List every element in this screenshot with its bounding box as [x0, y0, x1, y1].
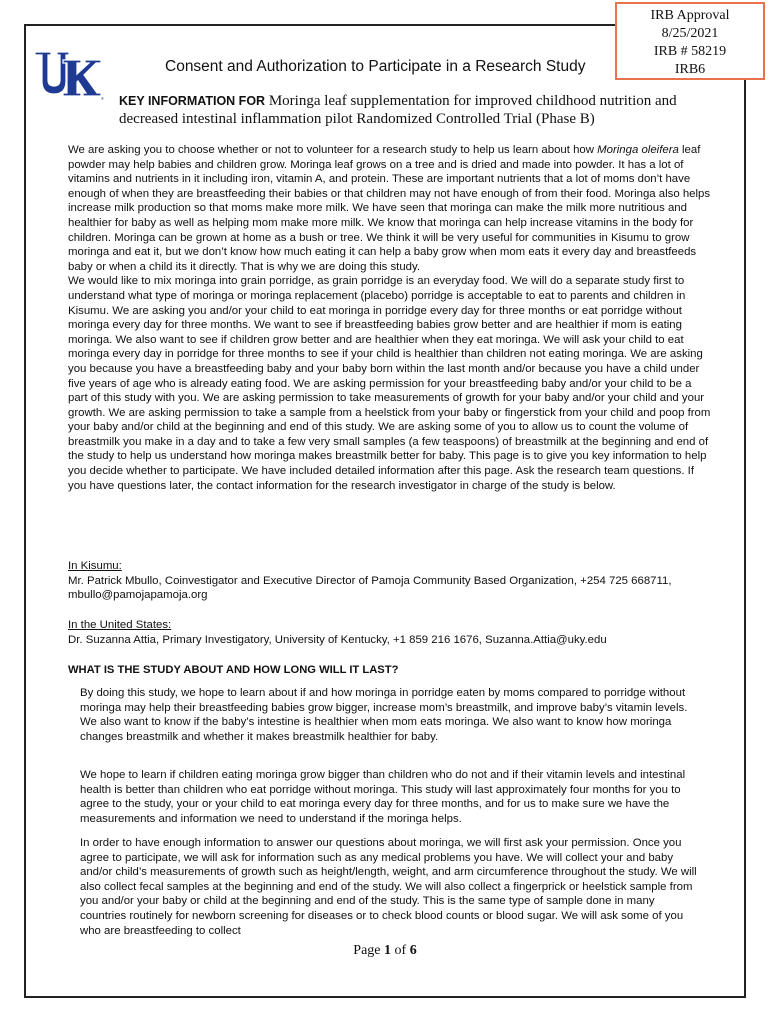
irb-line-3: IRB # 58219	[653, 44, 727, 59]
intro-paragraph	[68, 143, 713, 493]
us-contact-text: Dr. Suzanna Attia, Primary Investigatory, University of Kentucky, +1 859 216 1676, Suzanna.Attia@uky.edu	[68, 633, 607, 646]
key-info-lead: KEY INFORMATION FOR	[119, 94, 266, 108]
section-paragraph-1: By doing this study, we hope to learn about if and how moringa in porridge eaten by moms compared to porridge without moringa may help their breastfeeding babies grow bigger, increase mom’s breastmilk, and improve baby’s vitamin levels. We also want to know if the baby’s intestine is healthier when mom eats moringa. We also want to know how moringa changes breastmilk and whether it makes breastmilk healthier for baby.	[80, 687, 688, 743]
irb-line-2: 8/25/2021	[661, 26, 719, 41]
study-title: Moringa leaf supplementation for improved childhood nutrition and decreased intestinal inflammation pilot Randomized Controlled Trial (Phase B)	[119, 93, 677, 127]
section-paragraph-2: We hope to learn if children eating moringa grow bigger than children who do not and if their vitamin levels and intestinal health is better than children who eat porridge without moringa. This study will last approximately four months for you to agree to the study, your or your child to eat moringa every day for three months, and for us to make sure we have the measurements and information we need to understand if the moringa helps.	[80, 769, 686, 825]
kisumu-contact	[68, 559, 713, 603]
page-footer	[0, 943, 770, 959]
page-label: Page	[353, 943, 381, 958]
key-information-heading	[119, 92, 719, 128]
us-contact	[68, 618, 713, 647]
us-label: In the United States:	[68, 619, 172, 631]
section-heading: WHAT IS THE STUDY ABOUT AND HOW LONG WILL IT LAST?	[68, 664, 399, 676]
irb-line-1: IRB Approval	[650, 8, 730, 23]
intro-species-name: Moringa oleifera	[597, 144, 679, 156]
kisumu-contact-text: Mr. Patrick Mbullo, Coinvestigator and Executive Director of Pamoja Community Based Organization, +254 725 668711, mbullo@pamojapamoja.org	[68, 574, 672, 602]
section-paragraph-3: In order to have enough information to answer our questions about moringa, we will first ask your permission. Once you agree to participate, we will ask for information such as any medical problems you have. We will collect your and baby and/or child’s measurements of growth such as height/length, weight, and arm circumference throughout the study. We will also collect fecal samples at the beginning and end of the study. We will also collect a fingerprick or heelstick sample from you and/or your baby or child at the beginning and end of the study. This is the same type of sample done in many countries routinely for newborn screening for diseases or to check blood counts or blood sugar. We will ask some of you who are breastfeeding to collect	[80, 837, 697, 937]
svg-text:®: ®	[101, 96, 104, 101]
page-number: 1	[384, 943, 392, 958]
kisumu-label: In Kisumu:	[68, 560, 122, 572]
document-title: Consent and Authorization to Participate in a Research Study	[165, 58, 586, 75]
intro-text-a: We are asking you to choose whether or not to volunteer for a research study to help us learn about how	[68, 144, 598, 156]
intro-text-b: leaf powder may help babies and children grow. Moringa leaf grows on a tree and is dried and made into powder. It has a lot of vitamins and nutrients in it including iron, vitamin A, and protein. These are important nutrients that a lot of moms don’t have enough of when they are breastfeeding their babies or that children may not have enough of from their food. Moringa also helps increase milk production so that moms make more milk. We have seen that moringa can make the milk more nutritious and healthier for baby as well as helping mom make more milk. We know that moringa can help increase vitamins in the body for children. Moringa can be grown at home as a bush or tree. We think it will be very useful for communities in Kisumu to grow moringa and eat it, but we don’t know how much eating it can help a baby grow when mom eats it every day and breastfeeds baby or when a child its it directly. That is why we are doing this study.	[68, 144, 711, 273]
intro-paragraph-2: We would like to mix moringa into grain porridge, as grain porridge is an everyday food. We will do a separate study first to understand what type of moringa or moringa replacement (placebo) porridge is acceptable to eat to parents and children in Kisumu. We are asking you and/or your child to eat moringa in porridge every day for three months or eat porridge without moringa every day for three months. We want to see if breastfeeding babies grow better and are healthier if mom is eating moringa. We also want to see if children grow better and are healthier when they eat moringa. We will ask your child to eat moringa every day in porridge for three months to see if your child is healthier than children not eating moringa. We are asking you because you have a breastfeeding baby and your baby born within the last month and/or because you have a child under five years of age who is already eating food. We are asking permission for your breastfeeding baby and/or your child to be a part of this study with you. We are asking permission to take measurements of growth for your baby and/or your child and your growth. We are asking permission to take a sample from a heelstick from your baby or fingerstick from your child and poop from your baby and/or child at the beginning and end of this study. We are asking some of you to allow us to count the volume of breastmilk you make in a day and to take a few very small samples (a few teaspoons) of breastmilk at the beginning and end of the study to help us understand how moringa makes breastmilk better for baby. This page is to give you key information to help you decide whether to participate. We have included detailed information after this page. Ask the research team questions. If you have questions later, the contact information for the research investigator in charge of the study is below.	[68, 275, 711, 492]
irb-line-4: IRB6	[674, 62, 706, 77]
page-total: 6	[409, 943, 417, 958]
of-label: of	[394, 943, 407, 958]
university-logo	[33, 46, 103, 102]
irb-approval-stamp	[615, 2, 765, 80]
